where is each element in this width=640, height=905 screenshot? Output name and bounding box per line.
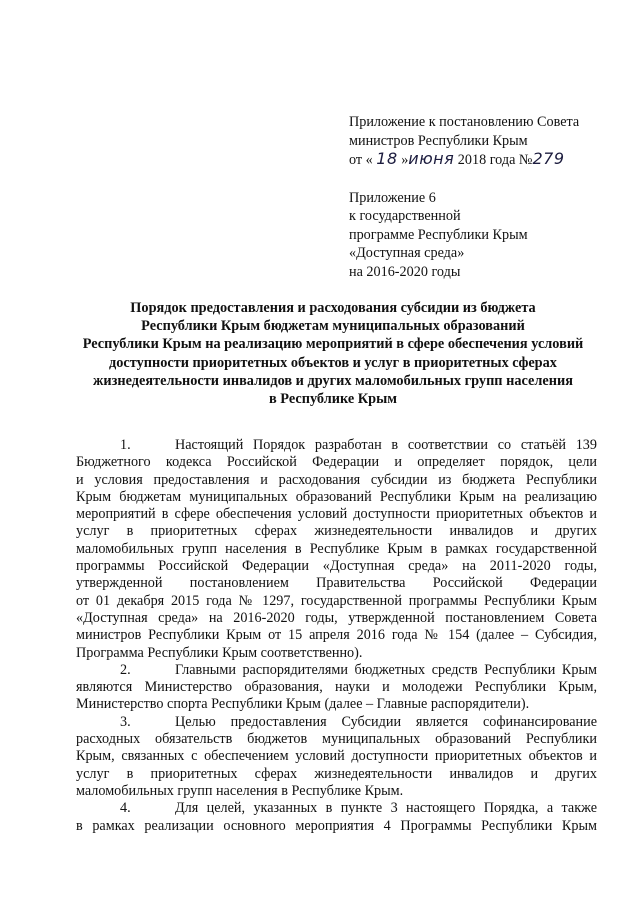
paragraph-1-line: Крым бюджетам муниципальных образований Республики Крым на реализацию	[76, 488, 597, 505]
date-quote: »	[401, 152, 409, 168]
paragraph-1-line: мероприятий в сфере обеспечения условий доступности приоритетных объектов и	[76, 506, 597, 523]
paragraph-1-line: 1. Настоящий Порядок разработан в соответствии со статьёй 139	[120, 437, 597, 453]
paragraph-number: 2.	[120, 661, 131, 678]
appendix-date-line	[349, 150, 619, 170]
appendix6-line: на 2016-2020 годы	[349, 263, 461, 280]
title-line: жизнедеятельности инвалидов и других маломобильных групп населения	[93, 372, 573, 389]
paragraph-number: 3.	[120, 713, 131, 730]
appendix6-line: к государственной	[349, 208, 461, 224]
title-line: Республики Крым бюджетам муниципальных образований	[141, 318, 525, 335]
title-line: доступности приоритетных объектов и услуг в приоритетных сферах	[109, 354, 557, 371]
paragraph-number: 1.	[120, 437, 131, 453]
paragraph-3-line: маломобильных групп населения в Республике Крым.	[76, 782, 404, 799]
paragraph-3-line: Крым, связанных с обеспечением условий доступности приоритетных объектов и	[76, 748, 597, 765]
appendix-line: Приложение к постановлению Совета	[349, 114, 580, 130]
appendix-header	[349, 113, 619, 281]
paragraph-1-line: услуг в приоритетных сферах жизнедеятельности инвалидов и других	[76, 523, 597, 540]
handwritten-month: июня	[408, 149, 455, 168]
date-year: 2018 года №	[457, 152, 533, 168]
paragraph-number: 4.	[120, 800, 131, 817]
appendix6-line: «Доступная среда»	[349, 245, 465, 261]
paragraph-1-line: от 01 декабря 2015 года № 1297, государственной программы Республики Крым	[76, 592, 597, 609]
handwritten-number: 279	[532, 149, 565, 168]
paragraph-2-line: 2. Главными распорядителями бюджетных средств Республики Крым	[120, 661, 597, 678]
title-line: в Республике Крым	[269, 391, 397, 408]
document-body	[76, 437, 597, 835]
paragraph-1-line: «Доступная среда» на 2016-2020 годы, утвержденной постановлением Совета	[76, 609, 597, 626]
paragraph-1-line: министров Республики Крым от 15 апреля 2016 года № 154 (далее – Субсидия,	[76, 627, 597, 644]
paragraph-2-line: являются Министерство образования, науки и молодежи Республики Крым,	[76, 679, 597, 696]
paragraph-4-line: в рамках реализации основного мероприятия 4 Программы Республики Крым	[76, 817, 597, 834]
paragraph-3-line: услуг в приоритетных сферах жизнедеятельности инвалидов и других	[76, 765, 597, 782]
paragraph-1-line: и условия предоставления и расходования субсидии из бюджета Республики	[76, 471, 597, 488]
paragraph-1-line: программы Российской Федерации «Доступная среда» на 2011-2020 годы,	[76, 558, 597, 575]
paragraph-1-line: Программа Республики Крым соответственно).	[76, 644, 363, 661]
appendix6-line: программе Республики Крым	[349, 226, 528, 243]
title-line: Порядок предоставления и расходования субсидии из бюджета	[130, 300, 536, 316]
handwritten-day: 18	[376, 149, 398, 168]
appendix6-line: Приложение 6	[349, 189, 436, 206]
paragraph-2-line: Министерство спорта Республики Крым (далее – Главные распорядители).	[76, 696, 530, 713]
paragraph-4-line: 4. Для целей, указанных в пункте 3 настоящего Порядка, а также	[120, 800, 597, 817]
paragraph-1-line: маломобильных групп населения в Республике Крым в рамках государственной	[76, 540, 597, 557]
appendix-line: министров Республики Крым	[349, 132, 528, 149]
title-line: Республики Крым на реализацию мероприятий в сфере обеспечения условий	[82, 336, 584, 353]
paragraph-1-line: утвержденной постановлением Правительства Российской Федерации	[76, 575, 597, 592]
paragraph-1-line: Бюджетного кодекса Российской Федерации и определяет порядок, цели	[76, 454, 597, 471]
date-prefix: от «	[349, 152, 373, 168]
paragraph-3-line: 3. Целью предоставления Субсидии является софинансирование	[120, 713, 597, 730]
document-title	[68, 299, 598, 408]
paragraph-3-line: расходных обязательств бюджетов муниципальных образований Республики	[76, 731, 597, 748]
